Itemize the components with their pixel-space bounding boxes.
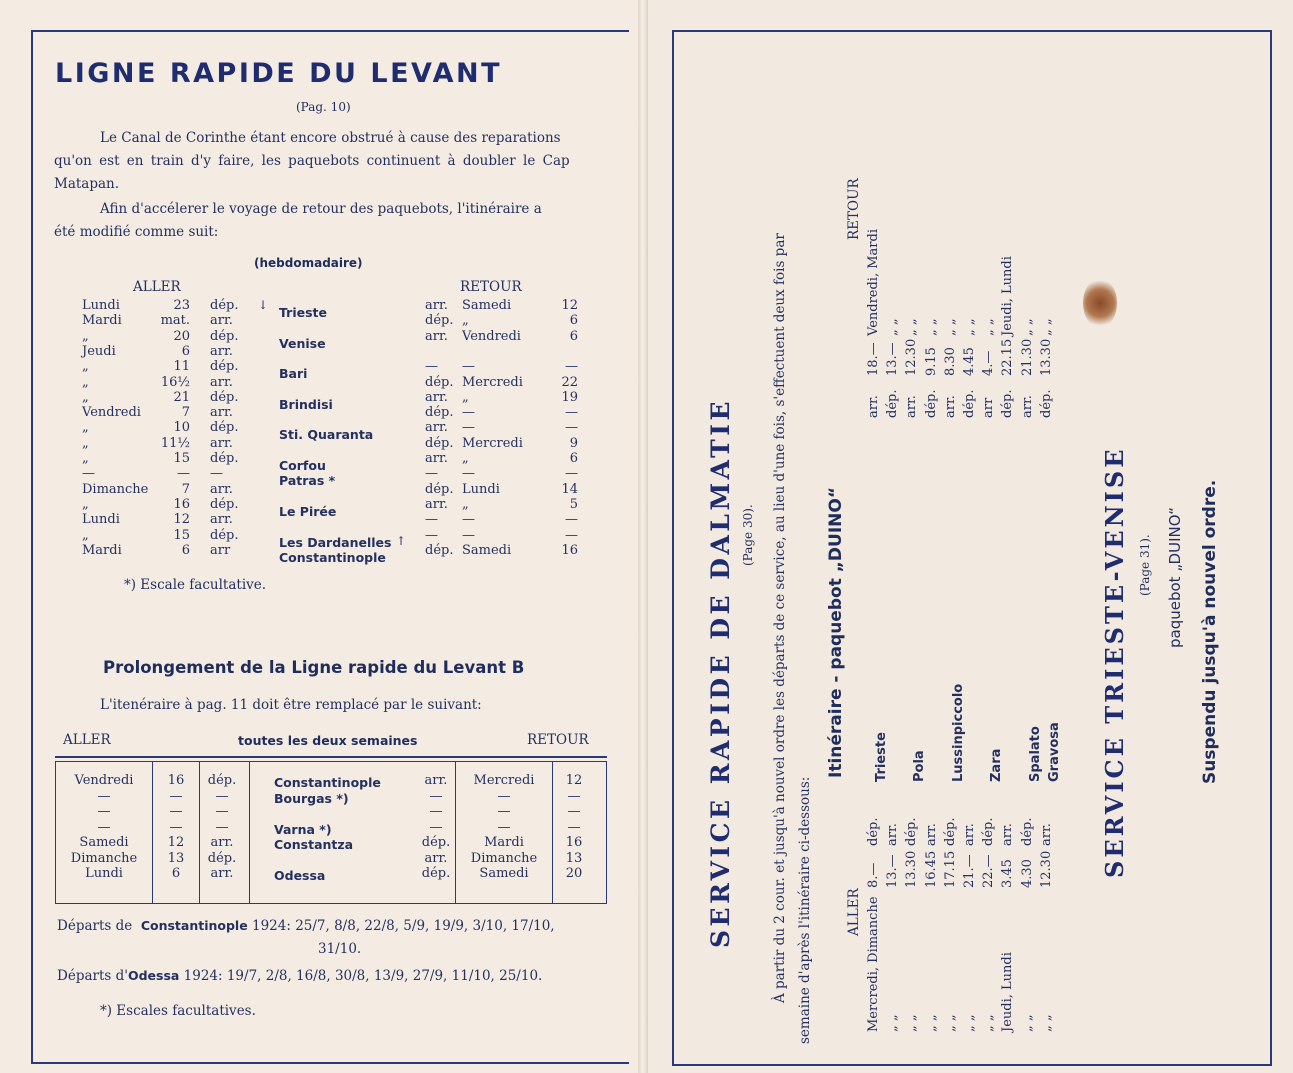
levant-b-row-type: arr. <box>210 866 234 881</box>
levant-row-station: Venise <box>279 335 326 351</box>
levant-row-type: arr <box>210 542 231 558</box>
levant-row-rday: „ <box>462 389 469 405</box>
levant-row-rday: — <box>462 405 475 421</box>
levant-row-rday: Samedi <box>462 542 512 558</box>
levant-row-type: dép. <box>210 420 239 436</box>
levant-row-rdate: 5 <box>569 496 578 512</box>
b-table-bottom-rule <box>55 903 607 904</box>
levant-row-type: dép. <box>210 496 239 512</box>
dalmatie-row-type: arr. <box>962 823 977 846</box>
levant-b-row-rtype: dép. <box>421 866 451 881</box>
levant-row-rtype: dép. <box>425 374 454 390</box>
levant-row-rdate: 9 <box>569 435 578 451</box>
levant-row-date: 15 <box>173 527 190 543</box>
levant-row-rtype: arr. <box>425 451 448 466</box>
levant-row-rdate: — <box>565 527 578 543</box>
levant-b-row-rdate: 12 <box>565 773 583 788</box>
levant-b-row-rtype: — <box>429 788 443 804</box>
levant-b-row-day: Samedi <box>79 835 129 850</box>
levant-row-date: 6 <box>181 343 190 359</box>
dalmatie-row-station: Spalato <box>1027 726 1043 782</box>
trieste-venise-suspended: Suspendu jusqu'à nouvel ordre. <box>1200 479 1220 784</box>
dalmatie-row-rtype: dép. <box>1038 389 1054 418</box>
dalmatie-row-type: arr. <box>923 823 939 846</box>
levant-b-row-rdate: — <box>567 804 581 819</box>
b-frequency: toutes les deux semaines <box>238 733 418 748</box>
levant-row-day: Vendredi <box>82 405 141 421</box>
dalmatie-row-day: „ „ <box>962 1014 977 1032</box>
levant-row-date: 20 <box>173 328 190 344</box>
trieste-venise-ship: paquebot „DUINO“ <box>1166 507 1184 648</box>
levant-row-type: dép. <box>210 359 239 375</box>
levant-row-rdate: 12 <box>561 298 578 313</box>
levant-row-type: arr. <box>210 435 233 451</box>
levant-row-date: 11 <box>173 359 190 375</box>
levant-b-row-date: 13 <box>167 850 185 866</box>
dalmatie-row-time: 12.30 <box>1038 850 1054 888</box>
levant-row-day: Mardi <box>82 542 122 558</box>
dalmatie-row-type: arr. <box>885 823 901 846</box>
levant-row-day: „ <box>82 435 89 451</box>
levant-row-rday: Samedi <box>462 298 512 313</box>
levant-b-row-station: Odessa <box>274 868 326 883</box>
dalmatie-retour-header: RETOUR <box>846 178 862 240</box>
levant-b-row-type: dép. <box>207 773 237 788</box>
levant-row-rday: Mercredi <box>462 435 523 451</box>
levant-b-row-rday: Samedi <box>479 866 529 881</box>
levant-b-row-date: 16 <box>167 773 185 788</box>
frequency-label: (hebdomadaire) <box>254 256 363 270</box>
levant-row-type: dép. <box>210 527 239 543</box>
dalmatie-row-type: dép. <box>1019 817 1035 846</box>
levant-b-row-day: — <box>97 804 111 819</box>
arrow-down-icon: ↓ <box>258 298 269 312</box>
levant-row-day: „ <box>82 389 89 405</box>
dalmatie-row-time: 13.30 <box>904 850 920 888</box>
dalmatie-row-rtime: 18.— <box>866 342 881 376</box>
levant-b-row-type: — <box>215 788 229 804</box>
levant-row-rdate: — <box>565 405 578 421</box>
dalmatie-row-rday: „ „ <box>1019 318 1035 336</box>
levant-b-row-rday: Dimanche <box>470 850 538 866</box>
levant-row-rday: — <box>462 359 475 375</box>
departures-dates: 1924: 19/7, 2/8, 16/8, 30/8, 13/9, 27/9, 11/10, 25/10. <box>183 968 543 984</box>
levant-row-rdate: 6 <box>569 328 578 344</box>
dalmatie-row-station: Gravosa <box>1046 722 1062 782</box>
levant-row-rdate: 6 <box>569 451 578 466</box>
levant-row-rtype: — <box>425 359 438 375</box>
dalmatie-row-time: 3.45 <box>1000 859 1016 888</box>
levant-row-rday: — <box>462 527 475 543</box>
dalmatie-row-time: 21.— <box>962 854 977 888</box>
footnote-escales: *) Escales facultatives. <box>100 1003 256 1019</box>
levant-b-row-date: 6 <box>171 866 181 881</box>
levant-row-day: — <box>82 466 95 482</box>
dalmatie-row-rday: „ „ <box>885 318 901 336</box>
dalmatie-row-station: Zara <box>989 748 1005 782</box>
levant-b-row-rtype: — <box>429 819 443 835</box>
levant-b-row-day: Dimanche <box>70 850 138 866</box>
dalmatie-row-rday: „ „ <box>923 318 939 336</box>
levant-row-station: Les Dardanelles <box>279 534 392 550</box>
dalmatie-row-rtime: 13.— <box>885 342 901 376</box>
departures-odessa <box>57 968 542 984</box>
levant-row-day: „ <box>82 527 89 543</box>
dalmatie-row-station: Lussinpiccolo <box>950 683 966 782</box>
itinerary-title: Itinéraire - paquebot „DUINO“ <box>826 486 846 778</box>
levant-b-row-day: — <box>97 788 111 804</box>
levant-row-station: Le Pirée <box>279 503 337 519</box>
levant-row-day: „ <box>82 374 89 390</box>
levant-row-date: 6 <box>181 542 190 558</box>
dalmatie-row-type: arr. <box>1000 823 1016 846</box>
dalmatie-row-rtype: arr. <box>866 395 881 418</box>
levant-row-station: Bari <box>279 366 308 382</box>
dalmatie-row-time: 16.45 <box>923 850 939 888</box>
dalmatie-row-rtime: 12.30 <box>904 338 920 376</box>
levant-row-rdate: — <box>565 420 578 436</box>
levant-row-rday: „ <box>462 313 469 329</box>
levant-row-rtype: — <box>425 527 438 543</box>
dalmatie-row-rday: „ „ <box>981 318 997 336</box>
trieste-venise-page-ref: (Page 31). <box>1138 534 1152 596</box>
levant-row-date: 7 <box>181 405 190 421</box>
levant-row-day: „ <box>82 359 89 375</box>
page-fold <box>638 0 648 1073</box>
levant-row-station: Corfou <box>279 458 326 473</box>
levant-row-rdate: — <box>565 466 578 482</box>
levant-row-rday: Mercredi <box>462 374 523 390</box>
levant-row-day: „ <box>82 420 89 436</box>
dalmatie-row-time: 22.— <box>981 854 997 888</box>
levant-page-ref: (Pag. 10) <box>296 100 351 114</box>
dalmatie-row-rtime: 13.30 <box>1038 338 1054 376</box>
levant-row-rday: Vendredi <box>462 328 521 344</box>
dalmatie-row-day: „ „ <box>942 1014 958 1032</box>
b-retour-header: RETOUR <box>527 732 589 748</box>
levant-row-type: dép. <box>210 451 239 466</box>
retour-header: RETOUR <box>460 279 522 295</box>
dalmatie-row-time: 4.30 <box>1019 859 1035 888</box>
dalmatie-row-type: dép. <box>981 817 997 846</box>
dalmatie-row-time: 17.15 <box>942 850 958 888</box>
levant-row-rtype: arr. <box>425 328 448 344</box>
levant-b-row-rday: Mercredi <box>473 773 535 788</box>
dalmatie-title: SERVICE RAPIDE DE DALMATIE <box>706 398 735 948</box>
dalmatie-row-rtype: dép. <box>1000 389 1016 418</box>
intro-line-5: été modifié comme suit: <box>54 224 219 240</box>
levant-row-day: „ <box>82 451 89 466</box>
dalmatie-row-rtype: dép. <box>885 389 901 418</box>
levant-b-row-day: Lundi <box>85 866 123 881</box>
levant-b-row-day: Vendredi <box>74 773 134 788</box>
levant-b-row-rday: — <box>497 804 511 819</box>
dalmatie-row-day: „ „ <box>885 1014 901 1032</box>
levant-row-type: arr. <box>210 313 233 329</box>
departures-label: Départs de <box>57 918 133 934</box>
levant-b-row-station: Constantinople <box>274 775 381 790</box>
levant-row-date: 16½ <box>160 374 190 390</box>
dalmatie-row-type: dép. <box>942 817 958 846</box>
dalmatie-row-type: dép. <box>904 817 920 846</box>
dalmatie-row-rtime: 21.30 <box>1019 338 1035 376</box>
levant-row-date: 10 <box>173 420 190 436</box>
dalmatie-row-rtime: 22.15 <box>1000 338 1016 376</box>
stain <box>1083 278 1117 328</box>
dalmatie-row-day: „ „ <box>1019 1014 1035 1032</box>
levant-row-rtype: arr. <box>425 420 448 436</box>
levant-b-row-rdate: 13 <box>565 850 583 866</box>
dalmatie-row-rday: Vendredi, Mardi <box>866 229 881 336</box>
levant-b-row-rday: Mardi <box>484 835 524 850</box>
levant-b-row-rtype: — <box>429 804 443 819</box>
levant-row-type: dép. <box>210 328 239 344</box>
dalmatie-row-rtime: 4.45 <box>962 347 977 376</box>
levant-b-row-rtype: arr. <box>424 773 448 788</box>
dalmatie-row-rday: „ „ <box>962 318 977 336</box>
levant-row-rdate: 22 <box>561 374 578 390</box>
levant-row-rday: „ <box>462 451 469 466</box>
levant-row-rday: Lundi <box>462 481 500 497</box>
intro-line-4: Afin d'accélerer le voyage de retour des paquebots, l'itinéraire a <box>100 201 542 217</box>
departures-city: Constantinople <box>140 918 248 933</box>
levant-row-type: dép. <box>210 298 239 313</box>
dalmatie-row-rtype: arr. <box>904 395 920 418</box>
levant-b-row-rtype: arr. <box>424 850 448 866</box>
levant-b-row-rday: — <box>497 819 511 835</box>
levant-row-rdate: 14 <box>561 481 578 497</box>
levant-b-row-type: — <box>215 804 229 819</box>
dalmatie-row-rtime: 4.— <box>981 350 997 376</box>
b-aller-header: ALLER <box>63 732 111 748</box>
levant-row-station: Patras * <box>279 473 336 489</box>
levant-b-row-rtype: dép. <box>421 835 451 850</box>
levant-b-row-rdate: 16 <box>565 835 583 850</box>
levant-row-rday: — <box>462 512 475 528</box>
dalmatie-row-rtime: 8.30 <box>942 347 958 376</box>
levant-b-row-date: — <box>169 819 183 835</box>
levant-row-date: 7 <box>181 481 190 497</box>
levant-row-station: Sti. Quaranta <box>279 427 374 443</box>
levant-b-row-date: 12 <box>167 835 185 850</box>
levant-row-type: — <box>210 466 223 482</box>
levant-row-date: mat. <box>160 313 190 329</box>
dalmatie-paragraph-1: À partir du 2 cour. et jusqu'à nouvel ordre les départs de ce service, au lieu d'une fois, s'effectuent deux fois par <box>772 233 788 1003</box>
trieste-venise-title: SERVICE TRIESTE-VENISE <box>1100 446 1129 878</box>
levant-row-station: Brindisi <box>279 396 333 412</box>
levant-b-row-rdate: 20 <box>565 866 583 881</box>
aller-header: ALLER <box>133 279 181 295</box>
levant-b-row-station: Varna *) <box>274 821 332 837</box>
levant-row-station: Trieste <box>279 305 327 320</box>
dalmatie-row-day: „ „ <box>1038 1014 1054 1032</box>
levant-b-row-date: — <box>169 804 183 819</box>
departures-dates: 1924: 25/7, 8/8, 22/8, 5/9, 19/9, 3/10, 17/10, <box>252 918 555 934</box>
levant-b-row-rdate: — <box>567 788 581 804</box>
levant-row-day: Lundi <box>82 298 120 313</box>
dalmatie-page-ref: (Page 30). <box>741 504 755 566</box>
levant-row-rdate: — <box>565 359 578 375</box>
levant-row-type: dép. <box>210 389 239 405</box>
levant-row-rday: — <box>462 420 475 436</box>
intro-line-1: Le Canal de Corinthe étant encore obstrué à cause des reparations <box>100 130 561 146</box>
prolongement-title: Prolongement de la Ligne rapide du Levant B <box>103 658 525 677</box>
dalmatie-aller-header: ALLER <box>846 888 862 936</box>
dalmatie-row-rtype: arr. <box>942 395 958 418</box>
levant-b-row-rday: — <box>497 788 511 804</box>
dalmatie-row-rtype: arr. <box>1019 395 1035 418</box>
levant-row-rtype: dép. <box>425 542 454 558</box>
levant-row-rtype: — <box>425 466 438 482</box>
levant-row-rdate: 19 <box>561 389 578 405</box>
levant-row-rtype: arr. <box>425 389 448 405</box>
levant-row-date: — <box>177 466 190 482</box>
arrow-up-icon: ↑ <box>396 534 407 548</box>
departures-constantinople-cont: 31/10. <box>318 941 362 957</box>
levant-row-rtype: dép. <box>425 313 454 329</box>
dalmatie-row-rday: „ „ <box>942 318 958 336</box>
levant-row-date: 15 <box>173 451 190 466</box>
dalmatie-row-rtype: arr <box>981 397 997 418</box>
levant-row-day: „ <box>82 496 89 512</box>
levant-row-day: Lundi <box>82 512 120 528</box>
departures-label: Départs d' <box>57 968 128 984</box>
b-table-top-rule <box>55 756 607 758</box>
dalmatie-row-station: Trieste <box>874 732 889 782</box>
intro-line-3: Matapan. <box>54 176 120 192</box>
levant-row-rdate: 6 <box>569 313 578 329</box>
levant-row-day: Mardi <box>82 313 122 329</box>
levant-row-date: 23 <box>173 298 190 313</box>
departures-city: Odessa <box>127 968 180 983</box>
levant-row-rtype: dép. <box>425 481 454 497</box>
levant-b-row-date: — <box>169 788 183 804</box>
levant-row-date: 21 <box>173 389 190 405</box>
departures-constantinople <box>57 918 555 934</box>
levant-b-row-type: dép. <box>207 850 237 866</box>
levant-b-row-rdate: — <box>567 819 581 835</box>
levant-row-type: arr. <box>210 481 233 497</box>
levant-row-rtype: dép. <box>425 405 454 421</box>
dalmatie-row-type: dép. <box>866 817 881 846</box>
levant-row-day: Dimanche <box>82 481 149 497</box>
levant-row-rtype: arr. <box>425 496 448 512</box>
levant-row-date: 12 <box>173 512 190 528</box>
dalmatie-row-rtime: 9.15 <box>923 347 939 376</box>
dalmatie-row-rday: „ „ <box>904 318 920 336</box>
dalmatie-row-rtype: dép. <box>923 389 939 418</box>
levant-b-row-station: Constantza <box>274 837 354 852</box>
levant-row-rday: „ <box>462 496 469 512</box>
levant-row-rtype: dép. <box>425 435 454 451</box>
dalmatie-row-station: Pola <box>912 750 928 782</box>
levant-row-day: „ <box>82 328 89 344</box>
dalmatie-row-day: „ „ <box>923 1014 939 1032</box>
levant-row-rday: — <box>462 466 475 482</box>
dalmatie-row-time: 13.— <box>885 854 901 888</box>
levant-b-row-type: — <box>215 819 229 835</box>
levant-row-rtype: arr. <box>425 298 448 313</box>
levant-row-rdate: — <box>565 512 578 528</box>
b-table-top-rule-2 <box>55 761 607 762</box>
dalmatie-row-day: „ „ <box>904 1014 920 1032</box>
levant-b-row-type: arr. <box>210 835 234 850</box>
dalmatie-row-time: 8.— <box>866 862 881 888</box>
levant-b-row-day: — <box>97 819 111 835</box>
dalmatie-row-rday: Jeudi, Lundi <box>1000 256 1016 336</box>
levant-row-rdate: 16 <box>561 542 578 558</box>
levant-row-type: arr. <box>210 512 233 528</box>
levant-b-row-station: Bourgas *) <box>274 790 349 806</box>
dalmatie-row-day: „ „ <box>981 1014 997 1032</box>
dalmatie-paragraph-2: semaine d'après l'itinéraire ci-dessous: <box>797 776 813 1044</box>
levant-row-date: 11½ <box>160 435 190 451</box>
levant-title: LIGNE RAPIDE DU LEVANT <box>55 58 502 89</box>
levant-row-day: Jeudi <box>82 343 116 359</box>
intro-line-2: qu'on est en train d'y faire, les paquebots continuent à doubler le Cap <box>54 153 570 169</box>
dalmatie-row-rtype: dép. <box>962 389 977 418</box>
levant-row-station: Constantinople <box>279 549 386 565</box>
footnote-escale: *) Escale facultative. <box>124 577 267 593</box>
levant-row-date: 16 <box>173 496 190 512</box>
dalmatie-row-day: Mercredi, Dimanche <box>866 896 881 1032</box>
dalmatie-row-type: arr. <box>1038 823 1054 846</box>
dalmatie-row-day: Jeudi, Lundi <box>1000 952 1016 1032</box>
levant-row-type: arr. <box>210 343 233 359</box>
levant-row-type: arr. <box>210 374 233 390</box>
levant-row-rtype: — <box>425 512 438 528</box>
levant-row-type: arr. <box>210 405 233 421</box>
replace-note: L'itenéraire à pag. 11 doit être remplacé par le suivant: <box>100 697 482 713</box>
dalmatie-row-rday: „ „ <box>1038 318 1054 336</box>
